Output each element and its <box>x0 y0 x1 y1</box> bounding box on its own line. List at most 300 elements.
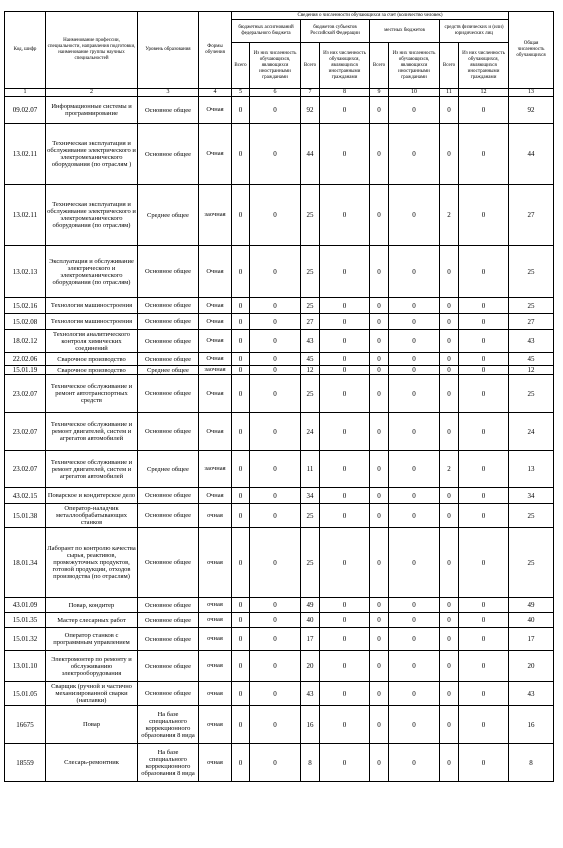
table-row <box>5 488 554 504</box>
name-cell: Технология машиностроения <box>46 298 138 314</box>
value-cell: 0 <box>232 651 250 682</box>
value-cell: 0 <box>250 375 301 413</box>
name-cell: Техническое обслуживание и ремонт двигателей, систем и агрегатов автомобилей <box>46 451 138 488</box>
form-cell: Очная <box>199 124 232 185</box>
name-cell: Лаборант по контролю качества сырья, реактивов, промежуточных продуктов, готовой продукции, отходов производства (по отраслям) <box>46 528 138 598</box>
level-cell: Основное общее <box>138 504 199 528</box>
value-cell: 0 <box>370 124 389 185</box>
value-cell: 0 <box>459 613 509 628</box>
header-total-subj: Всего <box>301 43 320 89</box>
code-cell: 13.02.11 <box>5 185 46 246</box>
form-cell: Очная <box>199 488 232 504</box>
value-cell: 0 <box>459 628 509 651</box>
value-cell: 0 <box>440 744 459 782</box>
form-cell: очная <box>199 744 232 782</box>
header-foreign-fed: Из них численность обучающихся, являющихся иностранными гражданами <box>250 43 301 89</box>
value-cell: 0 <box>320 706 370 744</box>
value-cell: 25 <box>301 298 320 314</box>
value-cell: 27 <box>301 314 320 330</box>
name-cell: Техническое обслуживание и ремонт автотранспортных средств <box>46 375 138 413</box>
code-cell: 43.01.09 <box>5 598 46 613</box>
code-cell: 43.02.15 <box>5 488 46 504</box>
level-cell: Основное общее <box>138 330 199 353</box>
total-cell: 25 <box>509 504 554 528</box>
value-cell: 0 <box>250 682 301 706</box>
table-row <box>5 185 554 246</box>
value-cell: 0 <box>370 353 389 366</box>
column-number: 1 <box>5 89 46 97</box>
value-cell: 0 <box>389 744 440 782</box>
table-row <box>5 413 554 451</box>
name-cell: Электромонтер по ремонту и обслуживанию электрооборудования <box>46 651 138 682</box>
value-cell: 0 <box>389 353 440 366</box>
name-cell: Техническое обслуживание и ремонт двигателей, систем и агрегатов автомобилей <box>46 413 138 451</box>
table-row <box>5 314 554 330</box>
column-number: 4 <box>199 89 232 97</box>
value-cell: 0 <box>320 651 370 682</box>
value-cell: 0 <box>232 246 250 298</box>
value-cell: 0 <box>250 353 301 366</box>
name-cell: Слесарь-ремонтник <box>46 744 138 782</box>
level-cell: Основное общее <box>138 124 199 185</box>
value-cell: 0 <box>440 375 459 413</box>
header-local: местных бюджетов <box>370 20 440 43</box>
header-code: Код, шифр <box>5 12 46 89</box>
header-info: Сведения о численности обучающихся за счет (количество человек) <box>232 12 509 20</box>
code-cell: 15.01.19 <box>5 366 46 375</box>
value-cell: 0 <box>320 375 370 413</box>
value-cell: 0 <box>389 706 440 744</box>
level-cell: Основное общее <box>138 314 199 330</box>
column-numbers-row <box>5 89 554 97</box>
value-cell: 44 <box>301 124 320 185</box>
name-cell: Повар <box>46 706 138 744</box>
form-cell: очная <box>199 706 232 744</box>
value-cell: 0 <box>250 185 301 246</box>
value-cell: 0 <box>440 528 459 598</box>
level-cell: На базе специального коррекционного образования 8 вида <box>138 706 199 744</box>
level-cell: Основное общее <box>138 298 199 314</box>
value-cell: 0 <box>320 298 370 314</box>
column-number: 10 <box>389 89 440 97</box>
level-cell: На базе специального коррекционного образования 8 вида <box>138 744 199 782</box>
value-cell: 0 <box>370 97 389 124</box>
name-cell: Техническая эксплуатация и обслуживание электрического и электромеханического оборудования (по отраслям) <box>46 185 138 246</box>
value-cell: 0 <box>389 504 440 528</box>
total-cell: 34 <box>509 488 554 504</box>
name-cell: Технология машиностроения <box>46 314 138 330</box>
value-cell: 0 <box>232 330 250 353</box>
value-cell: 0 <box>370 413 389 451</box>
value-cell: 0 <box>250 246 301 298</box>
form-cell: заочная <box>199 366 232 375</box>
value-cell: 49 <box>301 598 320 613</box>
value-cell: 0 <box>232 124 250 185</box>
value-cell: 0 <box>389 298 440 314</box>
value-cell: 0 <box>250 451 301 488</box>
value-cell: 0 <box>440 97 459 124</box>
table-row <box>5 682 554 706</box>
value-cell: 0 <box>320 366 370 375</box>
value-cell: 0 <box>250 528 301 598</box>
value-cell: 0 <box>232 488 250 504</box>
value-cell: 45 <box>301 353 320 366</box>
value-cell: 0 <box>250 124 301 185</box>
header-level: Уровень образования <box>138 12 199 89</box>
value-cell: 0 <box>389 314 440 330</box>
value-cell: 0 <box>232 504 250 528</box>
value-cell: 0 <box>250 330 301 353</box>
level-cell: Основное общее <box>138 413 199 451</box>
value-cell: 0 <box>250 298 301 314</box>
name-cell: Повар, кондитер <box>46 598 138 613</box>
value-cell: 8 <box>301 744 320 782</box>
header-total-local: Всего <box>370 43 389 89</box>
value-cell: 0 <box>250 598 301 613</box>
table-row <box>5 353 554 366</box>
value-cell: 25 <box>301 185 320 246</box>
value-cell: 0 <box>440 706 459 744</box>
form-cell: Очная <box>199 330 232 353</box>
table-row <box>5 375 554 413</box>
value-cell: 0 <box>370 706 389 744</box>
value-cell: 0 <box>440 651 459 682</box>
column-number: 3 <box>138 89 199 97</box>
level-cell: Основное общее <box>138 628 199 651</box>
value-cell: 0 <box>250 628 301 651</box>
level-cell: Среднее общее <box>138 451 199 488</box>
value-cell: 0 <box>320 451 370 488</box>
value-cell: 0 <box>389 185 440 246</box>
total-cell: 12 <box>509 366 554 375</box>
code-cell: 13.02.11 <box>5 124 46 185</box>
value-cell: 0 <box>389 124 440 185</box>
value-cell: 0 <box>459 353 509 366</box>
value-cell: 0 <box>320 314 370 330</box>
value-cell: 0 <box>389 413 440 451</box>
code-cell: 15.02.08 <box>5 314 46 330</box>
header-form: Формы обучения <box>199 12 232 89</box>
value-cell: 0 <box>232 706 250 744</box>
total-cell: 13 <box>509 451 554 488</box>
value-cell: 0 <box>232 451 250 488</box>
total-cell: 25 <box>509 298 554 314</box>
value-cell: 0 <box>232 744 250 782</box>
value-cell: 0 <box>440 298 459 314</box>
value-cell: 0 <box>232 628 250 651</box>
total-cell: 16 <box>509 706 554 744</box>
form-cell: очная <box>199 682 232 706</box>
value-cell: 12 <box>301 366 320 375</box>
total-cell: 27 <box>509 314 554 330</box>
level-cell: Основное общее <box>138 528 199 598</box>
value-cell: 2 <box>440 451 459 488</box>
value-cell: 0 <box>320 330 370 353</box>
value-cell: 0 <box>459 298 509 314</box>
value-cell: 0 <box>389 651 440 682</box>
form-cell: Очная <box>199 375 232 413</box>
header-foreign-subj: Из них численность обучающихся, являющихся иностранными гражданами <box>320 43 370 89</box>
code-cell: 15.01.32 <box>5 628 46 651</box>
value-cell: 92 <box>301 97 320 124</box>
value-cell: 0 <box>232 528 250 598</box>
value-cell: 0 <box>440 598 459 613</box>
form-cell: очная <box>199 598 232 613</box>
value-cell: 0 <box>232 613 250 628</box>
value-cell: 0 <box>440 628 459 651</box>
value-cell: 0 <box>320 528 370 598</box>
total-cell: 45 <box>509 353 554 366</box>
value-cell: 0 <box>320 504 370 528</box>
code-cell: 09.02.07 <box>5 97 46 124</box>
value-cell: 0 <box>370 613 389 628</box>
value-cell: 0 <box>459 451 509 488</box>
total-cell: 20 <box>509 651 554 682</box>
total-cell: 24 <box>509 413 554 451</box>
table-header <box>5 12 554 97</box>
value-cell: 40 <box>301 613 320 628</box>
value-cell: 0 <box>250 97 301 124</box>
value-cell: 0 <box>389 330 440 353</box>
table-row <box>5 628 554 651</box>
header-foreign-local: Из них численность обучающихся, являющихся иностранными гражданами <box>389 43 440 89</box>
total-cell: 40 <box>509 613 554 628</box>
total-cell: 49 <box>509 598 554 613</box>
value-cell: 0 <box>389 682 440 706</box>
header-total-fed: Всего <box>232 43 250 89</box>
form-cell: Очная <box>199 314 232 330</box>
value-cell: 20 <box>301 651 320 682</box>
value-cell: 0 <box>370 314 389 330</box>
value-cell: 0 <box>440 613 459 628</box>
value-cell: 0 <box>459 598 509 613</box>
value-cell: 0 <box>320 628 370 651</box>
value-cell: 0 <box>459 366 509 375</box>
value-cell: 0 <box>250 488 301 504</box>
value-cell: 0 <box>320 598 370 613</box>
level-cell: Среднее общее <box>138 366 199 375</box>
value-cell: 0 <box>389 528 440 598</box>
value-cell: 0 <box>320 124 370 185</box>
code-cell: 18.02.12 <box>5 330 46 353</box>
name-cell: Оператор станков с программным управлением <box>46 628 138 651</box>
table-row <box>5 528 554 598</box>
value-cell: 0 <box>370 628 389 651</box>
value-cell: 0 <box>459 375 509 413</box>
value-cell: 0 <box>370 366 389 375</box>
value-cell: 17 <box>301 628 320 651</box>
code-cell: 16675 <box>5 706 46 744</box>
value-cell: 0 <box>370 185 389 246</box>
value-cell: 0 <box>440 504 459 528</box>
header-total-phys: Всего <box>440 43 459 89</box>
level-cell: Основное общее <box>138 246 199 298</box>
column-number: 11 <box>440 89 459 97</box>
header-phys: средств физических и (или) юридических лиц <box>440 20 509 43</box>
level-cell: Основное общее <box>138 97 199 124</box>
form-cell: заочная <box>199 451 232 488</box>
header-overall: Общая численность обучающихся <box>509 12 554 89</box>
name-cell: Поварское и кондитерское дело <box>46 488 138 504</box>
value-cell: 0 <box>440 246 459 298</box>
code-cell: 15.01.38 <box>5 504 46 528</box>
value-cell: 0 <box>320 97 370 124</box>
total-cell: 25 <box>509 528 554 598</box>
value-cell: 0 <box>250 744 301 782</box>
value-cell: 0 <box>370 504 389 528</box>
name-cell: Оператор-наладчик металлообрабатывающих станков <box>46 504 138 528</box>
value-cell: 0 <box>459 413 509 451</box>
level-cell: Основное общее <box>138 488 199 504</box>
form-cell: Очная <box>199 353 232 366</box>
value-cell: 0 <box>459 330 509 353</box>
value-cell: 0 <box>440 488 459 504</box>
value-cell: 11 <box>301 451 320 488</box>
value-cell: 43 <box>301 330 320 353</box>
value-cell: 0 <box>459 651 509 682</box>
value-cell: 0 <box>232 413 250 451</box>
code-cell: 18559 <box>5 744 46 782</box>
column-number: 13 <box>509 89 554 97</box>
value-cell: 0 <box>232 353 250 366</box>
value-cell: 0 <box>440 124 459 185</box>
value-cell: 0 <box>370 528 389 598</box>
table-row <box>5 744 554 782</box>
value-cell: 0 <box>370 651 389 682</box>
column-number: 7 <box>301 89 320 97</box>
table-row <box>5 298 554 314</box>
value-cell: 0 <box>459 744 509 782</box>
table-row <box>5 330 554 353</box>
table-row <box>5 613 554 628</box>
column-number: 5 <box>232 89 250 97</box>
name-cell: Информационные системы и программирование <box>46 97 138 124</box>
form-cell: очная <box>199 651 232 682</box>
code-cell: 22.02.06 <box>5 353 46 366</box>
value-cell: 0 <box>250 366 301 375</box>
name-cell: Эксплуатация и обслуживание электрического и электромеханического оборудования (по отраслям) <box>46 246 138 298</box>
value-cell: 0 <box>232 97 250 124</box>
value-cell: 25 <box>301 246 320 298</box>
level-cell: Основное общее <box>138 682 199 706</box>
value-cell: 0 <box>250 706 301 744</box>
table-row <box>5 97 554 124</box>
code-cell: 23.02.07 <box>5 413 46 451</box>
column-number: 9 <box>370 89 389 97</box>
value-cell: 24 <box>301 413 320 451</box>
value-cell: 0 <box>320 488 370 504</box>
total-cell: 25 <box>509 246 554 298</box>
value-cell: 0 <box>250 504 301 528</box>
value-cell: 0 <box>459 185 509 246</box>
column-number: 6 <box>250 89 301 97</box>
table-row <box>5 598 554 613</box>
value-cell: 0 <box>389 488 440 504</box>
value-cell: 0 <box>440 413 459 451</box>
value-cell: 0 <box>440 366 459 375</box>
value-cell: 0 <box>370 488 389 504</box>
value-cell: 0 <box>389 97 440 124</box>
value-cell: 16 <box>301 706 320 744</box>
level-cell: Среднее общее <box>138 185 199 246</box>
name-cell: Технология аналитического контроля химических соединений <box>46 330 138 353</box>
value-cell: 0 <box>459 504 509 528</box>
value-cell: 0 <box>459 97 509 124</box>
total-cell: 17 <box>509 628 554 651</box>
total-cell: 43 <box>509 330 554 353</box>
value-cell: 0 <box>440 353 459 366</box>
value-cell: 2 <box>440 185 459 246</box>
value-cell: 0 <box>370 451 389 488</box>
value-cell: 0 <box>389 598 440 613</box>
total-cell: 43 <box>509 682 554 706</box>
header-subj: бюджетов субъектов Российской Федерации <box>301 20 370 43</box>
total-cell: 92 <box>509 97 554 124</box>
code-cell: 13.02.13 <box>5 246 46 298</box>
value-cell: 0 <box>459 488 509 504</box>
value-cell: 0 <box>320 682 370 706</box>
value-cell: 0 <box>440 314 459 330</box>
value-cell: 0 <box>370 682 389 706</box>
value-cell: 0 <box>389 375 440 413</box>
value-cell: 0 <box>370 375 389 413</box>
header-fed: бюджетных ассигнований федерального бюджета <box>232 20 301 43</box>
value-cell: 0 <box>459 314 509 330</box>
value-cell: 0 <box>370 298 389 314</box>
code-cell: 18.01.34 <box>5 528 46 598</box>
value-cell: 0 <box>389 246 440 298</box>
table-row <box>5 124 554 185</box>
level-cell: Основное общее <box>138 353 199 366</box>
value-cell: 43 <box>301 682 320 706</box>
form-cell: Очная <box>199 298 232 314</box>
value-cell: 0 <box>250 314 301 330</box>
table-row <box>5 366 554 375</box>
value-cell: 0 <box>389 451 440 488</box>
value-cell: 0 <box>250 651 301 682</box>
code-cell: 13.01.10 <box>5 651 46 682</box>
level-cell: Основное общее <box>138 651 199 682</box>
value-cell: 0 <box>459 682 509 706</box>
enrollment-table <box>4 11 554 782</box>
header-foreign-phys: Из них численность обучающихся, являющихся иностранными гражданами <box>459 43 509 89</box>
value-cell: 25 <box>301 528 320 598</box>
value-cell: 0 <box>232 185 250 246</box>
code-cell: 15.02.16 <box>5 298 46 314</box>
column-number: 2 <box>46 89 138 97</box>
value-cell: 0 <box>370 330 389 353</box>
form-cell: очная <box>199 504 232 528</box>
code-cell: 15.01.35 <box>5 613 46 628</box>
value-cell: 0 <box>232 682 250 706</box>
value-cell: 0 <box>320 353 370 366</box>
value-cell: 0 <box>320 613 370 628</box>
total-cell: 44 <box>509 124 554 185</box>
level-cell: Основное общее <box>138 613 199 628</box>
value-cell: 0 <box>232 366 250 375</box>
value-cell: 0 <box>232 298 250 314</box>
value-cell: 0 <box>320 185 370 246</box>
value-cell: 0 <box>320 744 370 782</box>
code-cell: 15.01.05 <box>5 682 46 706</box>
value-cell: 0 <box>440 330 459 353</box>
value-cell: 0 <box>389 613 440 628</box>
form-cell: Очная <box>199 246 232 298</box>
value-cell: 25 <box>301 375 320 413</box>
form-cell: Очная <box>199 413 232 451</box>
table-row <box>5 706 554 744</box>
value-cell: 0 <box>459 706 509 744</box>
